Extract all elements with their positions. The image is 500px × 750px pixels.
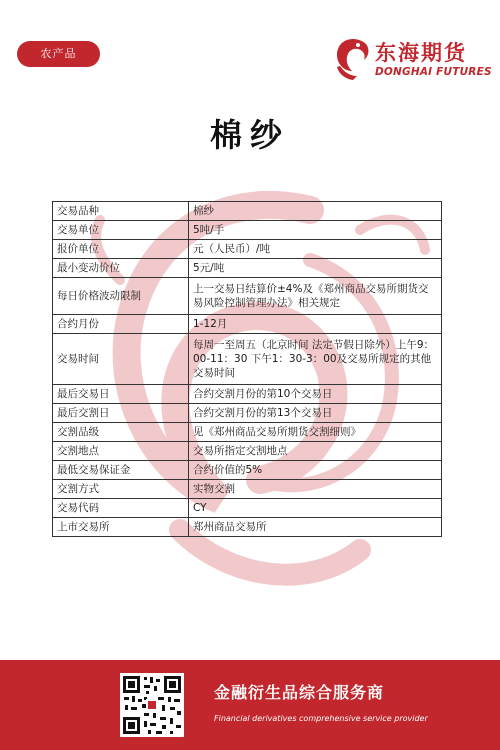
spec-value: 交易所指定交割地点 [189,442,442,461]
spec-key: 交易品种 [53,202,189,221]
slogan-en: Financial derivatives comprehensive service provider [214,714,428,723]
spec-key: 最后交易日 [53,385,189,404]
spec-value: 5吨/手 [189,221,442,240]
spec-key: 交割方式 [53,480,189,499]
table-row [53,315,442,334]
table-row [53,202,442,221]
logo-text-cn: 东海期货 [375,40,467,65]
category-tag: 农产品 [17,41,100,67]
spec-key: 交易代码 [53,499,189,518]
table-row [53,334,442,385]
spec-key: 报价单位 [53,240,189,259]
spec-value: CY [189,499,442,518]
spec-value: 1-12月 [189,315,442,334]
spec-value: 见《郑州商品交易所期货交割细则》 [189,423,442,442]
table-row [53,480,442,499]
spec-key: 交割地点 [53,442,189,461]
spec-key: 交割品级 [53,423,189,442]
spec-key: 最后交割日 [53,404,189,423]
logo-text-en: DONGHAI FUTURES [375,66,492,78]
table-row [53,259,442,278]
spec-value: 上一交易日结算价±4%及《郑州商品交易所期货交易风险控制管理办法》相关规定 [189,278,442,315]
table-row [53,221,442,240]
contract-spec-table [52,201,442,537]
spec-value: 合约交割月份的第10个交易日 [189,385,442,404]
spec-value: 棉纱 [189,202,442,221]
table-row [53,240,442,259]
spec-key: 最低交易保证金 [53,461,189,480]
table-row [53,461,442,480]
spec-value: 合约交割月份的第13个交易日 [189,404,442,423]
spec-key: 最小变动价位 [53,259,189,278]
spec-value: 合约价值的5% [189,461,442,480]
dragon-logo-icon [334,36,372,80]
table-row [53,442,442,461]
donghai-logo [334,36,492,80]
spec-value: 元（人民币）/吨 [189,240,442,259]
spec-value: 实物交割 [189,480,442,499]
page-title: 棉纱 [209,116,290,154]
spec-key: 上市交易所 [53,518,189,537]
spec-key: 交易单位 [53,221,189,240]
spec-key: 每日价格波动限制 [53,278,189,315]
table-row [53,518,442,537]
table-row [53,404,442,423]
slogan-cn: 金融衍生品综合服务商 [214,683,385,702]
spec-key: 合约月份 [53,315,189,334]
qr-code-icon[interactable] [120,673,184,737]
table-row [53,278,442,315]
spec-value: 每周一至周五（北京时间 法定节假日除外）上午9：00-11：30 下午1：30-3：00及交易所规定的其他交易时间 [189,334,442,385]
table-row [53,423,442,442]
table-row [53,499,442,518]
spec-key: 交易时间 [53,334,189,385]
spec-value: 5元/吨 [189,259,442,278]
footer-banner [0,660,500,750]
spec-value: 郑州商品交易所 [189,518,442,537]
table-row [53,385,442,404]
